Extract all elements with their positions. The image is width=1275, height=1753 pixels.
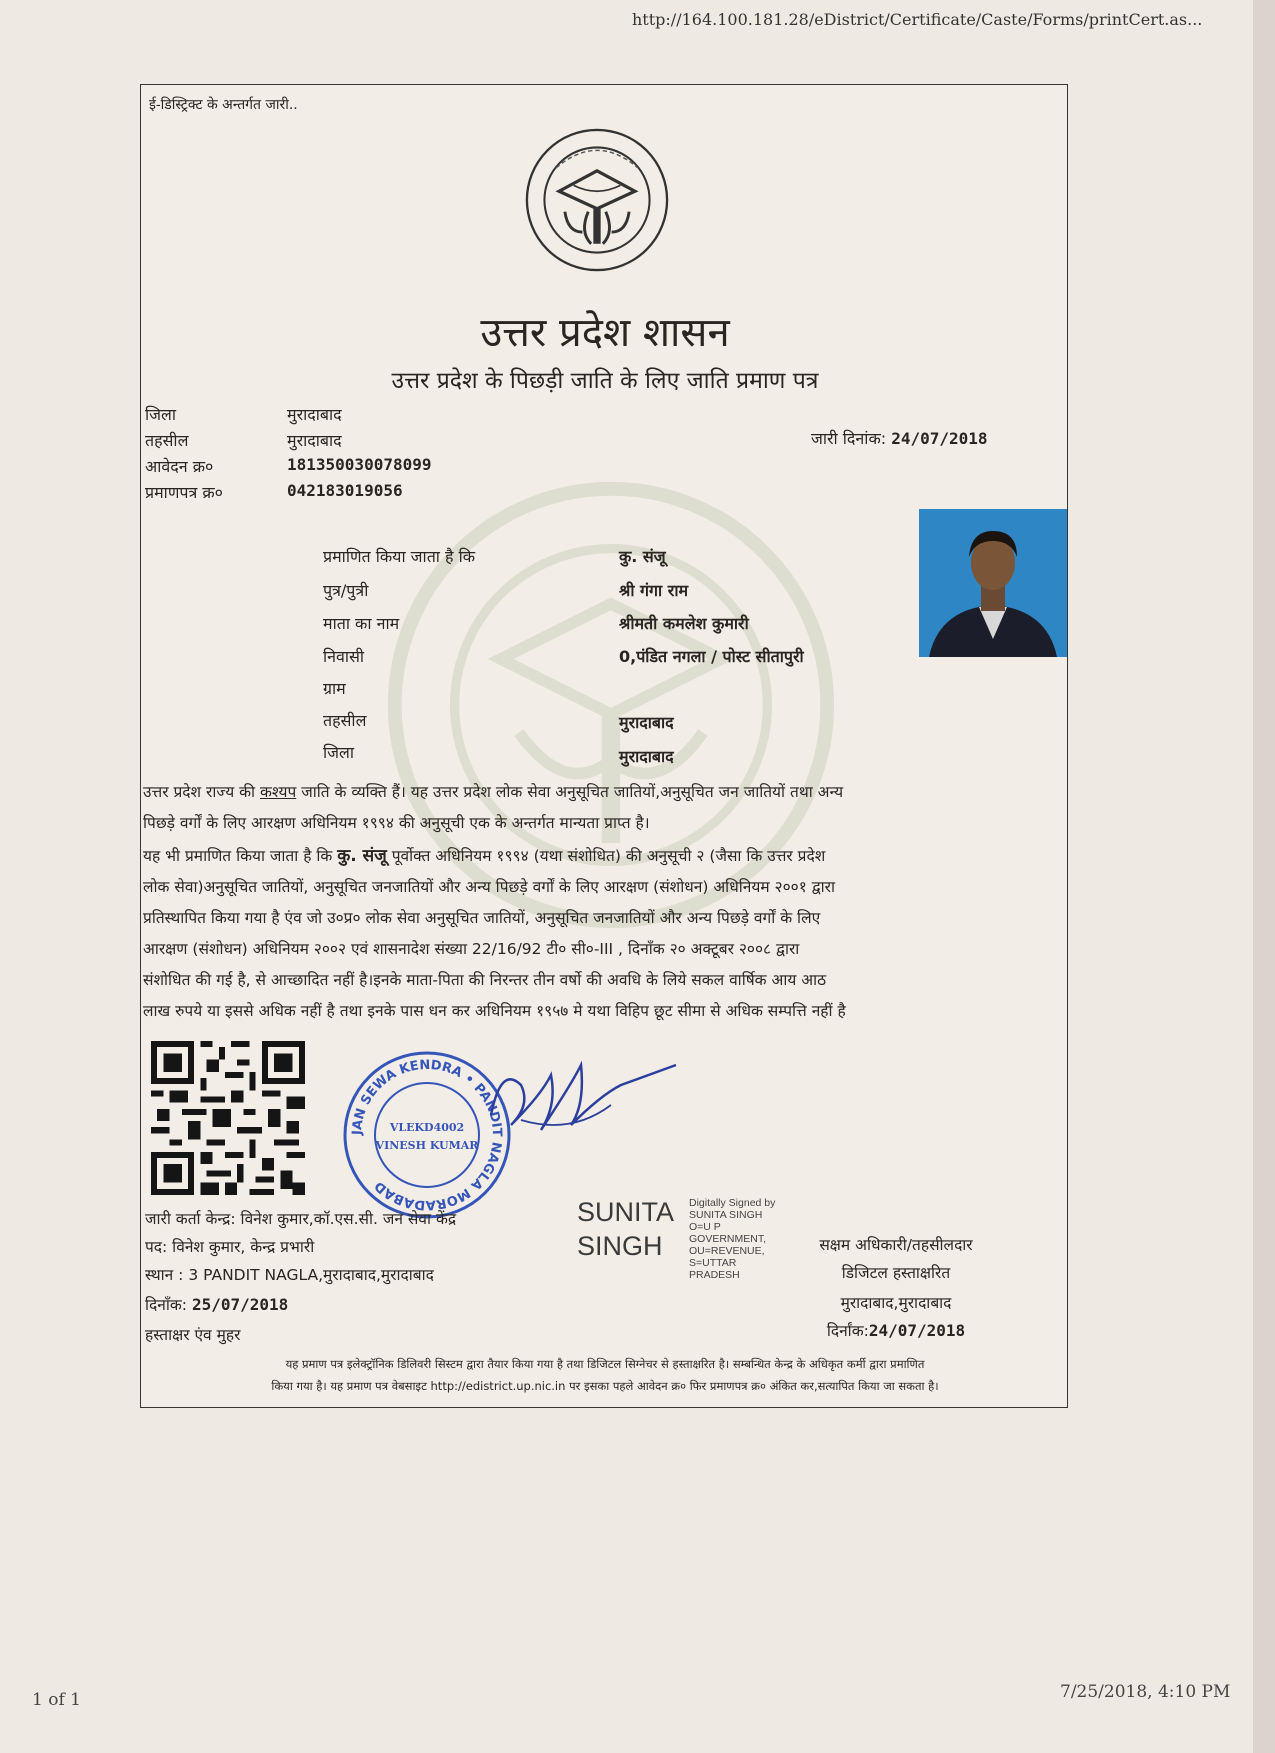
issuer-date — [145, 1293, 288, 1315]
income-paragraph — [143, 841, 1065, 1027]
qr-code — [151, 1041, 305, 1195]
dsig-detail-6: S=UTTAR — [689, 1257, 737, 1269]
para1-text: उत्तर प्रदेश राज्य की — [143, 783, 256, 801]
authority-title: सक्षम अधिकारी/तहसीलदार — [819, 1236, 973, 1254]
digital-signature-name-1: SUNITA — [577, 1197, 675, 1227]
resident-address: 0,पंडित नगला / पोस्ट सीतापुरी — [619, 647, 804, 666]
person-district-label: जिला — [323, 743, 355, 762]
issuer-date-label: दिनाँक: — [145, 1296, 187, 1314]
para2-text-cont: पूर्वोक्त अधिनियम १९९४ (यथा संशोधित) की अनुसूची २ (जैसा कि उत्तर प्रदेश — [391, 847, 826, 865]
handwritten-signature — [451, 1045, 681, 1155]
district-value: मुरादाबाद — [287, 405, 342, 424]
authority-digital: डिजिटल हस्ताक्षरित — [841, 1264, 951, 1282]
dsig-detail-5: OU=REVENUE, — [689, 1245, 765, 1257]
certificate-number-label: प्रमाणपत्र क्र० — [145, 483, 223, 502]
issuer-date-value: 25/07/2018 — [191, 1295, 289, 1314]
disclaimer-line-1: यह प्रमाण पत्र इलेक्ट्रॉनिक डिलिवरी सिस्टम द्वारा तैयार किया गया है तथा डिजिटल सिग्नेचर से हस्ताक्षरित है। सम्बन्धित केन्द्र के अधिकृत कर्मी द्वारा प्रमाणित — [285, 1357, 925, 1371]
authority-date-value: 24/07/2018 — [868, 1321, 966, 1340]
top-note: ई-डिस्ट्रिक्ट के अन्तर्गत जारी.. — [149, 97, 298, 113]
resident-label: निवासी — [323, 647, 365, 666]
certified-label: प्रमाणित किया जाता है कि — [323, 547, 476, 566]
issuer-sign-label: हस्ताक्षर एंव मुहर — [145, 1326, 241, 1344]
certificate-title: उत्तर प्रदेश शासन — [480, 310, 730, 356]
dsig-detail-1: Digitally Signed by — [689, 1197, 776, 1209]
digital-signature-name-2: SINGH — [577, 1231, 663, 1261]
print-timestamp: 7/25/2018, 4:10 PM — [1060, 1682, 1231, 1702]
income-paragraph-line-6: लाख रुपये या इससे अधिक नहीं है तथा इनके पास धन कर अधिनियम १९५७ मे यथा विहिप छूट सीमा से अधिक सम्पत्ति नहीं है — [143, 1002, 846, 1020]
dsig-detail-4: GOVERNMENT, — [689, 1233, 767, 1245]
para1-text-cont: जाति के व्यक्ति हैं। यह उत्तर प्रदेश लोक सेवा अनुसूचित जातियों,अनुसूचित जन जातियों तथा अन्य — [301, 783, 844, 801]
up-government-emblem-icon — [524, 127, 670, 273]
issuer-post: पद: विनेश कुमार, केन्द्र प्रभारी — [145, 1238, 315, 1256]
disclaimer — [153, 1353, 1057, 1397]
person-district-value: मुरादाबाद — [619, 747, 674, 766]
income-paragraph-line-3: प्रतिस्थापित किया गया है एंव जो उ०प्र० लोक सेवा अनुसूचित जातियों, अनुसूचित जनजातियों और अन्य पिछड़े वर्गों के लिए — [143, 909, 821, 927]
certificate-number: 042183019056 — [287, 481, 403, 500]
issue-date — [811, 427, 988, 449]
para2-text: यह भी प्रमाणित किया जाता है कि — [143, 847, 333, 865]
digital-signature-name — [577, 1197, 677, 1261]
certificate-subtitle: उत्तर प्रदेश के पिछड़ी जाति के लिए जाति प्रमाण पत्र — [391, 368, 819, 394]
print-url: http://164.100.181.28/eDistrict/Certificate/Caste/Forms/printCert.as... — [632, 10, 1203, 29]
issuing-center: जारी कर्ता केन्द्र: विनेश कुमार,कॉ.एस.सी. जन सेवा केंद्र — [145, 1210, 457, 1228]
dsig-detail-7: PRADESH — [689, 1269, 740, 1281]
issue-date-label: जारी दिनांक: — [811, 429, 887, 448]
page-edge — [1253, 0, 1275, 1753]
caste-paragraph-line-2: पिछड़े वर्गों के लिए आरक्षण अधिनियम १९९४ की अनुसूची एक के अन्तर्गत मान्यता प्राप्त है। — [143, 814, 650, 832]
stamp-name: VINESH KUMAR — [375, 1139, 479, 1152]
authority-date-label: दिर्नांक: — [826, 1322, 869, 1340]
para2-applicant-name: कु. संजू — [337, 846, 387, 866]
tehsil-label: तहसील — [145, 431, 189, 450]
father-name: श्री गंगा राम — [619, 581, 689, 600]
applicant-photo — [919, 509, 1067, 657]
page-count: 1 of 1 — [32, 1690, 81, 1710]
authority-place: मुरादाबाद,मुरादाबाद — [840, 1294, 952, 1312]
income-paragraph-line-4: आरक्षण (संशोधन) अधिनियम २००२ एवं शासनादेश संख्या 22/16/92 टी० सी०-III , दिनाँक २० अक्टूबर २००८ द्वारा — [143, 940, 800, 958]
issuer-place: स्थान : 3 PANDIT NAGLA,मुरादाबाद,मुरादाबाद — [145, 1266, 434, 1284]
caste-name: कश्यप — [259, 783, 297, 801]
dsig-detail-3: O=U P — [689, 1221, 721, 1233]
child-of-label: पुत्र/पुत्री — [323, 581, 369, 600]
income-paragraph-line-5: संशोधित की गई है, से आच्छादित नहीं है।इनके माता-पिता की निरन्तर तीन वर्षो की अवधि के लिये सकल वार्षिक आय आठ — [143, 971, 827, 989]
applicant-name: कु. संजू — [619, 547, 666, 566]
caste-paragraph — [143, 777, 1065, 839]
mother-name: श्रीमती कमलेश कुमारी — [619, 614, 749, 633]
disclaimer-line-2: किया गया है। यह प्रमाण पत्र वेबसाइट http://edistrict.up.nic.in पर इसका पहले आवेदन क्र० फिर प्रमाणपत्र क्र० अंकित कर,सत्यापित किया जा सकता है। — [271, 1379, 939, 1393]
village-label: ग्राम — [323, 679, 346, 698]
certificate — [140, 84, 1068, 1408]
issue-date-value: 24/07/2018 — [891, 429, 988, 448]
authority-date — [741, 1319, 1051, 1341]
person-tehsil-value: मुरादाबाद — [619, 713, 674, 732]
application-number: 181350030078099 — [287, 455, 432, 474]
mother-label: माता का नाम — [323, 614, 400, 633]
caste-paragraph-line — [143, 777, 1065, 808]
dsig-detail-2: SUNITA SINGH — [689, 1209, 763, 1221]
district-label: जिला — [145, 405, 177, 424]
person-tehsil-label: तहसील — [323, 711, 367, 730]
income-paragraph-line-1 — [143, 841, 1065, 872]
stamp-ring-text: JAN SEWA KENDRA • PANDIT NAGLA MORADABAD — [349, 1057, 505, 1213]
income-paragraph-line-2: लोक सेवा)अनुसूचित जातियों, अनुसूचित जनजातियों और अन्य पिछड़े वर्गों के लिए आरक्षण (संशोधन) अधिनियम २००१ द्वारा — [143, 878, 835, 896]
application-label: आवेदन क्र० — [145, 457, 214, 476]
tehsil-value: मुरादाबाद — [287, 431, 342, 450]
stamp-code: VLEKD4002 — [389, 1121, 465, 1134]
